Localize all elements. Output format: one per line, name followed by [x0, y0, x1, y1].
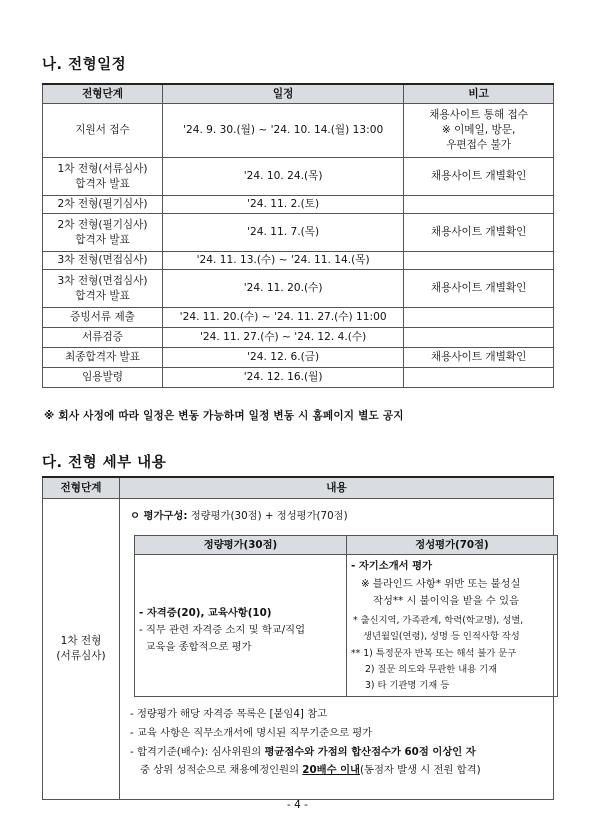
schedule-date-cell-line: '24. 11. 20.(수)	[243, 282, 323, 294]
schedule-note-cell-line: 채용사이트 개별확인	[430, 282, 527, 294]
schedule-date-cell-line: '24. 11. 27.(수) ~ '24. 12. 4.(수)	[200, 331, 367, 343]
schedule-header-row	[43, 84, 554, 104]
detail-content-cell	[120, 499, 554, 800]
schedule-date-cell	[163, 308, 404, 328]
schedule-row	[43, 328, 554, 348]
detail-bullet-3-cont	[140, 763, 481, 778]
qual-line-7: 3) 타 기관명 기재 등	[365, 680, 450, 691]
schedule-header-stage: 전형단계	[43, 84, 163, 104]
subtable-divider	[346, 536, 347, 696]
qual-line-5: ** 1) 특정문자 반복 또는 해석 불가 문구	[351, 648, 517, 659]
schedule-stage-cell	[43, 328, 163, 348]
schedule-stage-cell	[43, 252, 163, 270]
schedule-note-cell-line: 우편접수 불가	[446, 139, 511, 151]
schedule-date-cell	[163, 348, 404, 368]
schedule-stage-cell	[43, 196, 163, 214]
schedule-row	[43, 270, 554, 308]
schedule-stage-cell-line: 지원서 접수	[75, 124, 130, 136]
detail-bullet-2: - 교육 사항은 직무소개서에 명시된 직무기준으로 평가	[130, 727, 373, 739]
schedule-date-cell-line: '24. 11. 13.(수) ~ '24. 11. 14.(목)	[196, 254, 370, 266]
schedule-table	[42, 83, 554, 388]
schedule-note-cell-line: 채용사이트 개별확인	[430, 226, 527, 238]
qual-line-6: 2) 질문 의도와 무관한 내용 기재	[365, 664, 498, 675]
page-number: - 4 -	[287, 799, 308, 811]
schedule-stage-cell-line: 3차 전형(면접심사)	[57, 274, 148, 287]
schedule-note-cell-line: ※ 이메일, 방문,	[441, 124, 516, 136]
schedule-stage-cell-line: 최종합격자 발표	[65, 351, 141, 363]
schedule-date-cell-line: '24. 11. 20.(수) ~ '24. 11. 27.(수) 11:00	[179, 311, 387, 323]
detail-stage-line2: (서류심사)	[56, 650, 106, 662]
quant-bold: - 자격증(20), 교육사항(10)	[139, 607, 272, 619]
schedule-note-cell	[404, 270, 554, 308]
qual-line-2: 작성** 시 불이익을 받을 수 있음	[373, 595, 520, 607]
qual-bold: - 자기소개서 평가	[351, 560, 433, 572]
schedule-stage-cell	[43, 104, 163, 158]
schedule-date-cell	[163, 252, 404, 270]
schedule-stage-cell	[43, 214, 163, 252]
bullet3-part-d: 20배수 이내	[302, 764, 360, 776]
schedule-header-date: 일정	[163, 84, 404, 104]
schedule-row	[43, 368, 554, 388]
composition-text: 정량평가(30점) + 정성평가(70점)	[187, 510, 348, 522]
schedule-row	[43, 214, 554, 252]
schedule-note-cell	[404, 368, 554, 388]
schedule-row	[43, 196, 554, 214]
schedule-row	[43, 104, 554, 158]
schedule-note-cell	[404, 158, 554, 196]
schedule-stage-cell-line: 합격자 발표	[75, 233, 130, 246]
schedule-note-cell	[404, 328, 554, 348]
detail-stage-line1: 1차 전형	[60, 635, 102, 647]
quant-header: 정량평가(30점)	[135, 536, 346, 555]
detail-header-stage: 전형단계	[43, 477, 120, 499]
schedule-stage-cell	[43, 270, 163, 308]
schedule-date-cell-line: '24. 12. 6.(금)	[247, 351, 320, 363]
schedule-stage-cell	[43, 158, 163, 196]
schedule-date-cell-line: '24. 12. 16.(월)	[243, 371, 323, 383]
schedule-stage-cell-line: 합격자 발표	[75, 289, 130, 302]
schedule-note-cell	[404, 252, 554, 270]
schedule-stage-cell-line: 1차 전형(서류심사)	[57, 162, 148, 175]
composition-label: ㅇ 평가구성:	[130, 510, 188, 522]
schedule-date-cell	[163, 270, 404, 308]
schedule-stage-cell	[43, 368, 163, 388]
bullet3-part-e: (동점자 발생 시 전원 합격)	[360, 764, 481, 776]
schedule-date-cell	[163, 158, 404, 196]
bullet3-part-c: 중 상위 성적순으로 채용예정인원의	[140, 764, 303, 776]
schedule-row	[43, 308, 554, 328]
qual-line-1: ※ 블라인드 사항* 위반 또는 불성실	[361, 578, 521, 590]
qual-line-3: * 출신지역, 가족관계, 학력(학교명), 성별,	[353, 615, 524, 626]
schedule-date-cell-line: '24. 9. 30.(월) ~ '24. 10. 14.(월) 13:00	[183, 124, 384, 136]
quant-line-1: - 직무 관련 자격증 소지 및 학교/직업	[139, 624, 306, 636]
schedule-stage-cell	[43, 308, 163, 328]
schedule-note-cell-line: 채용사이트 개별확인	[430, 351, 527, 363]
qual-line-4: 생년월일(연령), 성명 등 인적사항 작성	[363, 631, 520, 642]
detail-bullet-1: - 정량평가 해당 자격증 목록은 [붙임4] 참고	[130, 708, 328, 720]
schedule-date-cell	[163, 104, 404, 158]
schedule-row	[43, 348, 554, 368]
schedule-note-cell	[404, 104, 554, 158]
composition-line	[130, 509, 348, 524]
detail-bullet-3	[130, 745, 476, 760]
schedule-note-cell	[404, 196, 554, 214]
schedule-date-cell	[163, 368, 404, 388]
schedule-row	[43, 158, 554, 196]
detail-header-row	[43, 477, 554, 499]
schedule-note-cell	[404, 308, 554, 328]
section-heading-schedule: 나. 전형일정	[42, 57, 127, 73]
schedule-date-cell-line: '24. 11. 2.(토)	[247, 198, 320, 210]
schedule-date-cell	[163, 196, 404, 214]
schedule-stage-cell-line: 합격자 발표	[75, 177, 130, 190]
schedule-date-cell-line: '24. 10. 24.(목)	[243, 170, 323, 182]
schedule-stage-cell-line: 임용발령	[82, 371, 123, 383]
detail-stage-cell	[43, 499, 120, 800]
schedule-row	[43, 252, 554, 270]
qual-header: 정성평가(70점)	[347, 536, 557, 555]
evaluation-subtable	[134, 535, 558, 697]
schedule-footnote: ※ 회사 사정에 따라 일정은 변동 가능하며 일정 변동 시 홈페이지 별도 공지	[44, 410, 404, 422]
schedule-note-cell-line: 채용사이트 통해 접수	[429, 109, 529, 121]
schedule-stage-cell-line: 3차 전형(면접심사)	[57, 254, 148, 266]
schedule-date-cell	[163, 328, 404, 348]
schedule-stage-cell-line: 2차 전형(필기심사)	[57, 218, 148, 231]
detail-table	[42, 476, 554, 800]
bullet3-part-a: - 합격기준(배수): 심사위원의	[130, 746, 265, 758]
bullet3-part-b: 평균점수와 가점의 합산점수가 60점 이상인 자	[264, 746, 476, 758]
schedule-stage-cell-line: 서류검증	[82, 331, 123, 343]
schedule-note-cell	[404, 348, 554, 368]
schedule-header-note: 비고	[404, 84, 554, 104]
schedule-stage-cell-line: 증빙서류 제출	[70, 311, 135, 323]
schedule-note-cell-line: 채용사이트 개별확인	[430, 170, 527, 182]
schedule-stage-cell-line: 2차 전형(필기심사)	[57, 198, 148, 210]
section-heading-details: 다. 전형 세부 내용	[42, 455, 167, 471]
schedule-note-cell	[404, 214, 554, 252]
schedule-date-cell-line: '24. 11. 7.(목)	[247, 226, 320, 238]
detail-header-content: 내용	[120, 477, 554, 499]
schedule-stage-cell	[43, 348, 163, 368]
quant-line-2: 교육을 종합적으로 평가	[139, 641, 252, 653]
detail-row	[43, 499, 554, 800]
schedule-date-cell	[163, 214, 404, 252]
